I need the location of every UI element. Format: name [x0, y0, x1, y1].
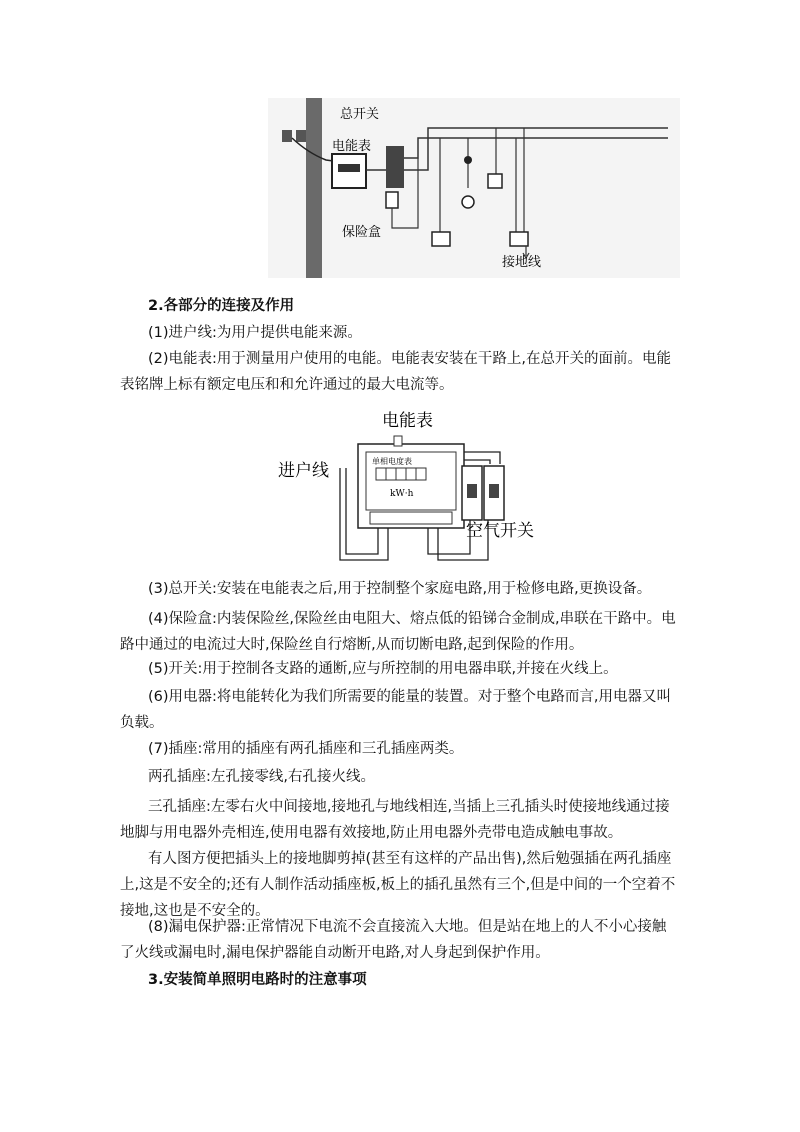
lamp-bulb	[462, 196, 474, 208]
paragraph-leakage-protector	[120, 914, 680, 966]
nameplate-title: 单相电度表	[372, 457, 412, 466]
paragraph-socket	[120, 736, 680, 762]
label-main-switch: 总开关	[340, 107, 380, 122]
paragraph-meter	[120, 346, 680, 398]
household-circuit-diagram	[268, 98, 680, 278]
paragraph-main-switch	[120, 576, 680, 602]
paragraph-text: (2)电能表:用于测量用户使用的电能。电能表安装在干路上,在总开关的面前。电能表铭牌上标有额定电压和和允许通过的最大电流等。	[120, 351, 672, 393]
label-service-line: 进户线	[278, 461, 329, 481]
paragraph-three-hole-socket	[120, 794, 680, 846]
socket-left	[432, 232, 450, 246]
section-heading-3: 3.安装简单照明电路时的注意事项	[148, 972, 367, 988]
paragraph-text: 两孔插座:左孔接零线,右孔接火线。	[148, 769, 375, 785]
meter-wiring-diagram	[278, 404, 572, 572]
paragraph-text: 有人图方便把插头上的接地脚剪掉(甚至有这样的产品出售),然后勉强插在两孔插座上,这是不安全的;还有人制作活动插座板,板上的插孔虽然有三个,但是中间的一个空着不接地,这也是不安全的。	[120, 851, 676, 919]
label-meter: 电能表	[332, 139, 372, 154]
paragraph-appliance	[120, 684, 680, 736]
paragraph-text: (8)漏电保护器:正常情况下电流不会直接流入大地。但是站在地上的人不小心接触了火线或漏电时,漏电保护器能自动断开电路,对人身起到保护作用。	[120, 919, 667, 961]
label-meter-top: 电能表	[382, 411, 433, 431]
paragraph-text: 三孔插座:左零右火中间接地,接地孔与地线相连,当插上三孔插头时使接地线通过接地脚与用电器外壳相连,使用电器有效接地,防止用电器外壳带电造成触电事故。	[120, 799, 670, 841]
utility-pole	[306, 98, 322, 278]
main-switch-box	[386, 146, 404, 188]
meter-counter	[376, 468, 426, 480]
household-circuit-figure	[268, 98, 680, 278]
paragraph-text: (6)用电器:将电能转化为我们所需要的能量的装置。对于整个电路而言,用电器又叫负载。	[120, 689, 672, 731]
paragraph-unsafe-practice	[120, 846, 680, 924]
socket-right	[510, 232, 528, 246]
section-heading-2: 2.各部分的连接及作用	[148, 298, 295, 314]
meter-wiring-figure	[278, 404, 572, 572]
paragraph-fuse-box	[120, 606, 680, 658]
paragraph-two-hole-socket	[120, 764, 680, 790]
nameplate-unit: kW·h	[390, 489, 414, 499]
fuse-box	[386, 192, 398, 208]
label-air-switch: 空气开关	[466, 521, 534, 541]
paragraph-text: (4)保险盒:内装保险丝,保险丝由电阻大、熔点低的铅锑合金制成,串联在干路中。电路中通过的电流过大时,保险丝自行熔断,从而切断电路,起到保险的作用。	[120, 611, 676, 653]
paragraph-text: (7)插座:常用的插座有两孔插座和三孔插座两类。	[148, 741, 464, 757]
paragraph-text: (5)开关:用于控制各支路的通断,应与所控制的用电器串联,并接在火线上。	[148, 661, 618, 677]
paragraph-text: (3)总开关:安装在电能表之后,用于控制整个家庭电路,用于检修电路,更换设备。	[148, 581, 652, 597]
paragraph-incoming-line	[120, 320, 680, 346]
label-ground-wire: 接地线	[502, 255, 542, 270]
paragraph-text: (1)进户线:为用户提供电能来源。	[148, 325, 362, 341]
paragraph-switch	[120, 656, 680, 682]
label-fuse-box: 保险盒	[342, 225, 382, 240]
